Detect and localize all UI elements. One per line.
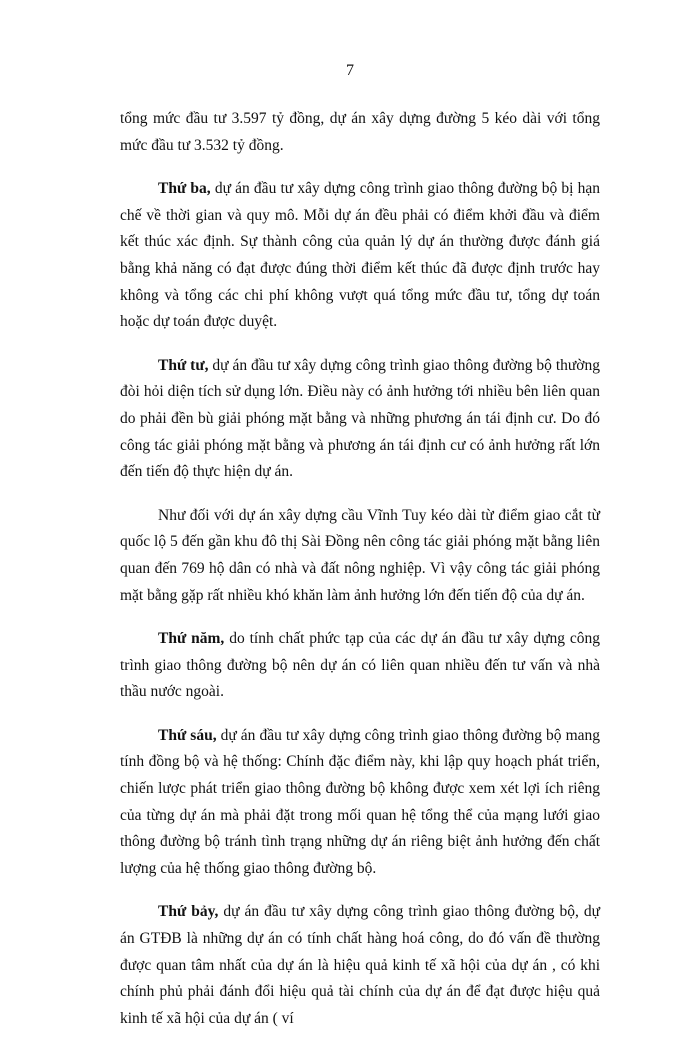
paragraph-6 [120, 723, 600, 883]
body-text [120, 106, 600, 1049]
paragraph-4 [120, 503, 600, 609]
paragraph-4-text: Như đối với dự án xây dựng cầu Vĩnh Tuy kéo dài từ điểm giao cắt từ quốc lộ 5 đến gần khu đô thị Sài Đồng nên công tác giải phóng mặt bằng liên quan đến 769 hộ dân có nhà và đất nông nghiệp. Vì vậy công tác giải phóng mặt bằng gặp rất nhiều khó khăn làm ảnh hưởng lớn đến tiến độ của dự án. [120, 506, 600, 604]
paragraph-1 [120, 106, 600, 159]
paragraph-3-text: dự án đầu tư xây dựng công trình giao thông đường bộ thường đòi hỏi diện tích sử dụng lớn. Điều này có ảnh hưởng tới nhiều bên liên quan do phải đền bù giải phóng mặt bằng và những phương án tái định cư. Do đó công tác giải phóng mặt bằng và phương án tái định cư có ảnh hưởng rất lớn đến tiến độ thực hiện dự án. [120, 356, 600, 481]
paragraph-6-text: dự án đầu tư xây dựng công trình giao thông đường bộ mang tính đồng bộ và hệ thống: Chính đặc điểm này, khi lập quy hoạch phát triển, chiến lược phát triển giao thông đường bộ không được xem xét lợi ích riêng của từng dự án mà phải đặt trong mối quan hệ tổng thể của mạng lưới giao thông đường bộ tránh tình trạng những dự án riêng biệt ảnh hưởng đến chất lượng của hệ thống giao thông đường bộ. [120, 726, 601, 877]
paragraph-1-text: tổng mức đầu tư 3.597 tỷ đồng, dự án xây dựng đường 5 kéo dài với tổng mức đầu tư 3.532 tỷ đồng. [120, 110, 600, 154]
paragraph-6-lead: Thứ sáu, [158, 726, 217, 744]
paragraph-2-lead: Thứ ba, [158, 180, 211, 198]
paragraph-5-lead: Thứ năm, [158, 630, 225, 648]
paragraph-3-lead: Thứ tư, [158, 356, 209, 374]
paragraph-7-lead: Thứ bảy, [158, 903, 219, 921]
paragraph-2-text: dự án đầu tư xây dựng công trình giao thông đường bộ bị hạn chế về thời gian và quy mô. Mỗi dự án đều phải có điểm khởi đầu và điểm kết thúc xác định. Sự thành công của quản lý dự án thường được đánh giá bằng khả năng có đạt được đúng thời điểm kết thúc đã được định trước hay không và tổng các chi phí không vượt quá tổng mức đầu tư, tổng dự toán hoặc dự toán được duyệt. [120, 180, 600, 331]
paragraph-5-text: do tính chất phức tạp của các dự án đầu tư xây dựng công trình giao thông đường bộ nên dự án có liên quan nhiều đến tư vấn và nhà thầu nước ngoài. [120, 630, 600, 701]
paragraph-5 [120, 626, 600, 706]
paragraph-7 [120, 899, 600, 1032]
paragraph-2 [120, 176, 600, 336]
page-number: 7 [346, 62, 354, 79]
paragraph-3 [120, 353, 600, 486]
paragraph-7-text: dự án đầu tư xây dựng công trình giao thông đường bộ, dự án GTĐB là những dự án có tính chất hàng hoá công, do đó vấn đề thường được quan tâm nhất của dự án là hiệu quả kinh tế xã hội của dự án , có khi chính phủ phải đánh đổi hiệu quả tài chính của dự án để đạt được hiệu quả kinh tế xã hội của dự án ( ví [120, 903, 601, 1027]
